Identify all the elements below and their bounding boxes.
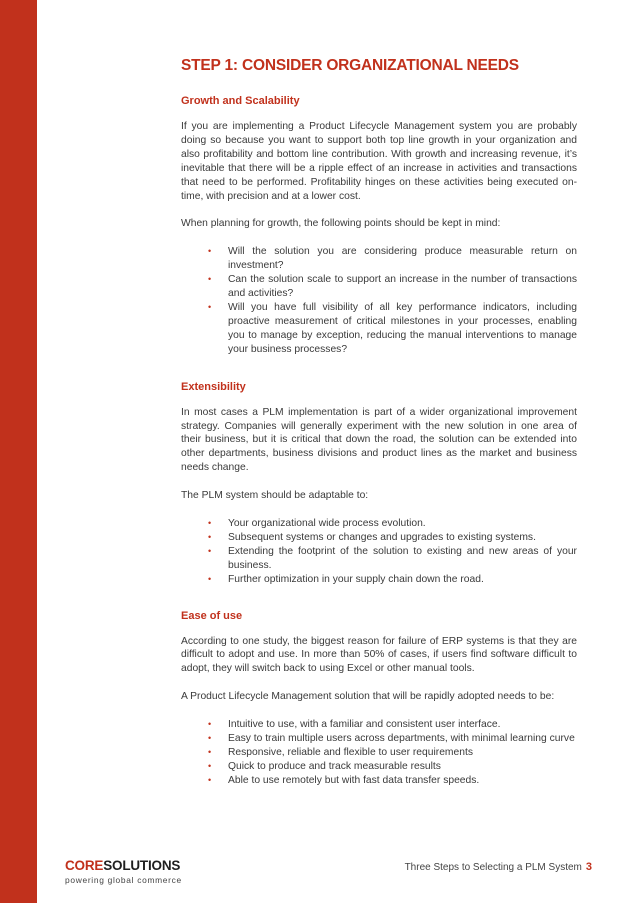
ease-bullet-list	[181, 718, 577, 788]
bullet-icon: •	[208, 719, 212, 730]
growth-paragraph-2: When planning for growth, the following points should be kept in mind:	[181, 218, 501, 230]
list-item	[208, 273, 577, 301]
list-item	[208, 573, 577, 587]
list-item-text: Will the solution you are considering produce measurable return on investment?	[228, 246, 577, 272]
list-item	[208, 718, 577, 732]
footer-document-title: Three Steps to Selecting a PLM System	[404, 862, 582, 873]
left-accent-bar	[0, 0, 37, 903]
list-item	[208, 531, 577, 545]
extensibility-paragraph-2: The PLM system should be adaptable to:	[181, 490, 369, 502]
growth-bullet-list	[181, 245, 577, 356]
section-spacer	[181, 357, 577, 380]
bullet-icon: •	[208, 573, 212, 584]
list-item-text: Extending the footprint of the solution to existing and new areas of your business.	[228, 545, 577, 571]
list-item	[208, 732, 577, 746]
list-item	[208, 774, 577, 788]
bullet-icon: •	[208, 274, 212, 285]
section-title-extensibility: Extensibility	[181, 380, 246, 393]
logo-wordmark	[65, 858, 182, 874]
bullet-icon: •	[208, 246, 212, 257]
bullet-icon: •	[208, 518, 212, 529]
extensibility-bullet-list	[181, 517, 577, 587]
list-item-text: Responsive, reliable and flexible to user requirements	[228, 747, 473, 758]
list-item-text: Subsequent systems or changes and upgrades to existing systems.	[228, 531, 536, 543]
list-item	[208, 245, 577, 273]
page-heading: STEP 1: CONSIDER ORGANIZATIONAL NEEDS	[181, 57, 519, 74]
bullet-icon: •	[208, 545, 212, 556]
logo-solutions-text: SOLUTIONS	[103, 858, 181, 873]
list-item	[208, 746, 577, 760]
bullet-icon: •	[208, 531, 212, 542]
bullet-icon: •	[208, 760, 212, 771]
page-number: 3	[585, 861, 592, 873]
list-item-text: Will you have full visibility of all key performance indicators, including proactive measurement of critical milestones in your processes, enabling you to manage by exception, reducing the manual interventions to manage your business processes?	[228, 301, 577, 355]
logo-tagline: powering global commerce	[65, 875, 182, 885]
section-title-growth: Growth and Scalability	[181, 95, 300, 107]
company-logo	[65, 858, 182, 885]
page-content	[181, 56, 577, 788]
ease-paragraph-2: A Product Lifecycle Management solution that will be rapidly adopted needs to be:	[181, 691, 555, 703]
ease-paragraph-1: According to one study, the biggest reason for failure of ERP systems is that they are difficult to adopt and use. In more than 50% of cases, if users find software difficult to adopt, they will switch back to using Excel or other manual tools.	[181, 635, 577, 675]
growth-paragraph-1: If you are implementing a Product Lifecycle Management system you are probably doing so because you want to support both top line growth in your organization and also profitability and bottom line contribution. With growth and increasing revenue, it’s inevitable that there will be a ripple effect of an increase in activities and transactions that need to be performed. Profitability hinges on these activities being executed on-time, with precision and at a lower cost.	[181, 121, 577, 202]
list-item	[208, 517, 577, 531]
list-item	[208, 545, 577, 573]
section-spacer	[181, 587, 577, 609]
list-item-text: Quick to produce and track measurable results	[228, 760, 441, 772]
list-item-text: Able to use remotely but with fast data transfer speeds.	[228, 774, 480, 786]
list-item-text: Intuitive to use, with a familiar and consistent user interface.	[228, 719, 501, 731]
list-item-text: Your organizational wide process evolution.	[228, 518, 426, 530]
bullet-icon: •	[208, 774, 212, 785]
section-title-ease-of-use: Ease of use	[181, 609, 243, 622]
bullet-icon: •	[208, 301, 212, 312]
list-item	[208, 301, 577, 357]
page-footer	[405, 861, 592, 873]
bullet-icon: •	[208, 733, 212, 744]
list-item	[208, 760, 577, 774]
list-item-text: Can the solution scale to support an increase in the number of transactions and activities?	[228, 274, 577, 300]
list-item-text: Easy to train multiple users across departments, with minimal learning curve	[228, 733, 575, 745]
logo-core-text: CORE	[65, 858, 104, 873]
extensibility-paragraph-1: In most cases a PLM implementation is part of a wider organizational improvement strategy. Companies will generally experiment with the new solution in one area of their business, but it is critical that down the road, the solution can be extended into other departments, business divisions and product lines as the market and business needs change.	[181, 406, 577, 474]
list-item-text: Further optimization in your supply chain down the road.	[228, 573, 484, 585]
bullet-icon: •	[208, 747, 212, 757]
